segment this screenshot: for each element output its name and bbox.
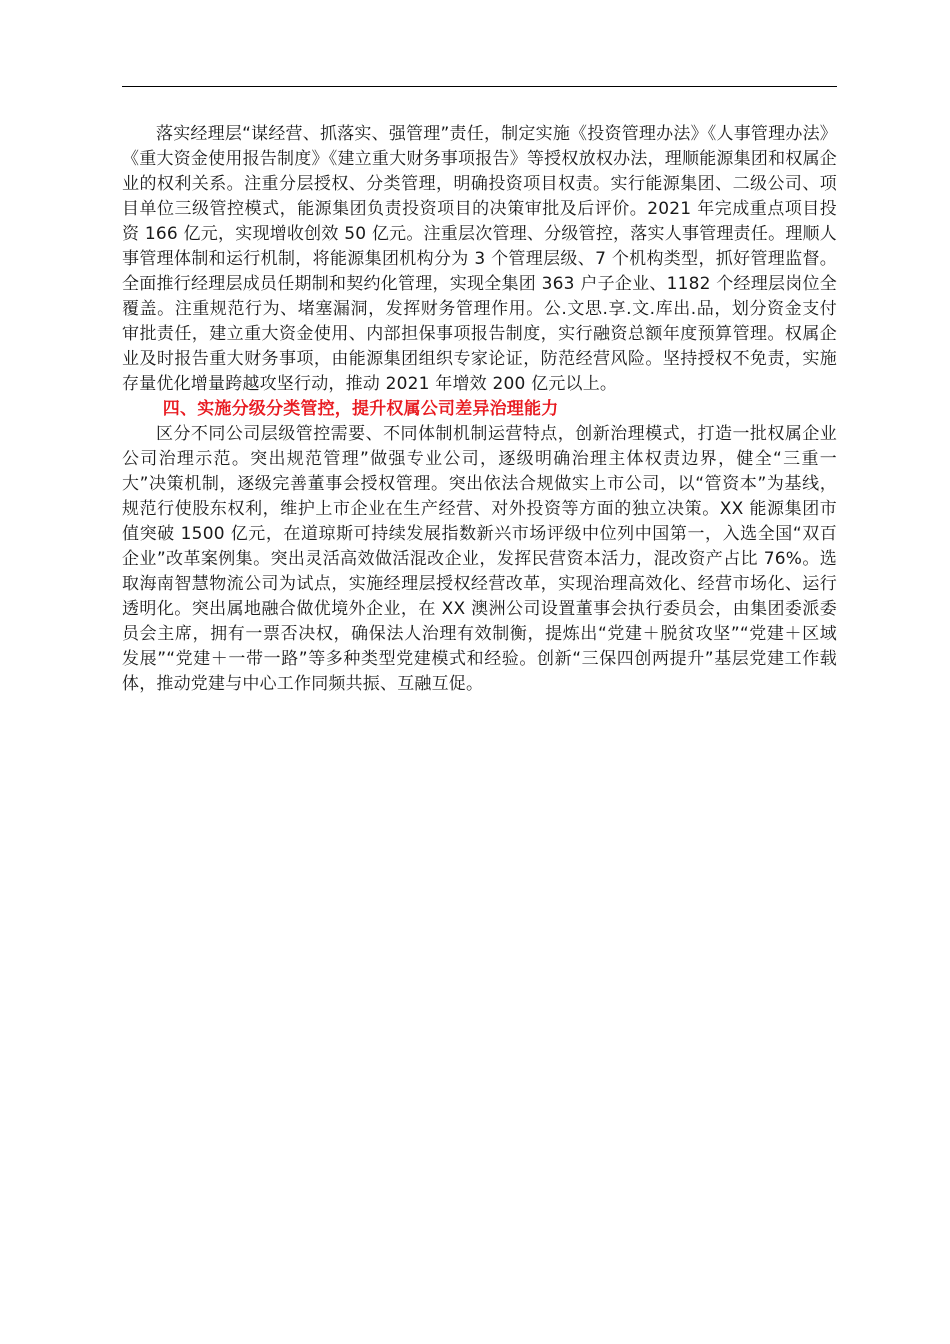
- paragraph-authorization: 落实经理层“谋经营、抓落实、强管理”责任，制定实施《投资管理办法》《人事管理办法》《重大资金使用报告制度》《建立重大财务事项报告》等授权放权办法，理顺能源集团和权属企业的权利关系。注重分层授权、分类管理，明确投资项目权责。实行能源集团、二级公司、项目单位三级管控模式，能源集团负责投资项目的决策审批及后评价。2021 年完成重点项目投资 166 亿元，实现增收创效 50 亿元。注重层次管理、分级管控，落实人事管理责任。理顺人事管理体制和运行机制，将能源集团机构分为 3 个管理层级、7 个机构类型，抓好管理监督。全面推行经理层成员任期制和契约化管理，实现全集团 363 户子企业、1182 个经理层岗位全覆盖。注重规范行为、堵塞漏洞，发挥财务管理作用。公.文思.享.文.库出.品，划分资金支付审批责任，建立重大资金使用、内部担保事项报告制度，实行融资总额年度预算管理。权属企业及时报告重大财务事项，由能源集团组织专家论证，防范经营风险。坚持授权不免责，实施存量优化增量跨越攻坚行动，推动 2021 年增效 200 亿元以上。: [122, 124, 837, 394]
- paragraph-governance: 区分不同公司层级管控需要、不同体制机制运营特点，创新治理模式，打造一批权属企业公司治理示范。突出规范管理”做强专业公司，逐级明确治理主体权责边界，健全“三重一大”决策机制，逐级完善董事会授权管理。突出依法合规做实上市公司，以“管资本”为基线，规范行使股东权利，维护上市企业在生产经营、对外投资等方面的独立决策。XX 能源集团市值突破 1500 亿元，在道琼斯可持续发展指数新兴市场评级中位列中国第一，入选全国“双百企业”改革案例集。突出灵活高效做活混改企业，发挥民营资本活力，混改资产占比 76%。选取海南智慧物流公司为试点，实施经理层授权经营改革，实现治理高效化、经营市场化、运行透明化。突出属地融合做优境外企业，在 XX 澳洲公司设置董事会执行委员会，由集团委派委员会主席，拥有一票否决权，确保法人治理有效制衡，提炼出“党建＋脱贫攻坚”“党建＋区域发展”“党建＋一带一路”等多种类型党建模式和经验。创新“三保四创两提升”基层党建工作载体，推动党建与中心工作同频共振、互融互促。: [122, 424, 837, 694]
- document-body: [122, 122, 837, 697]
- section-heading-4: 四、实施分级分类管控，提升权属公司差异治理能力: [162, 399, 559, 419]
- header-rule: [122, 86, 837, 87]
